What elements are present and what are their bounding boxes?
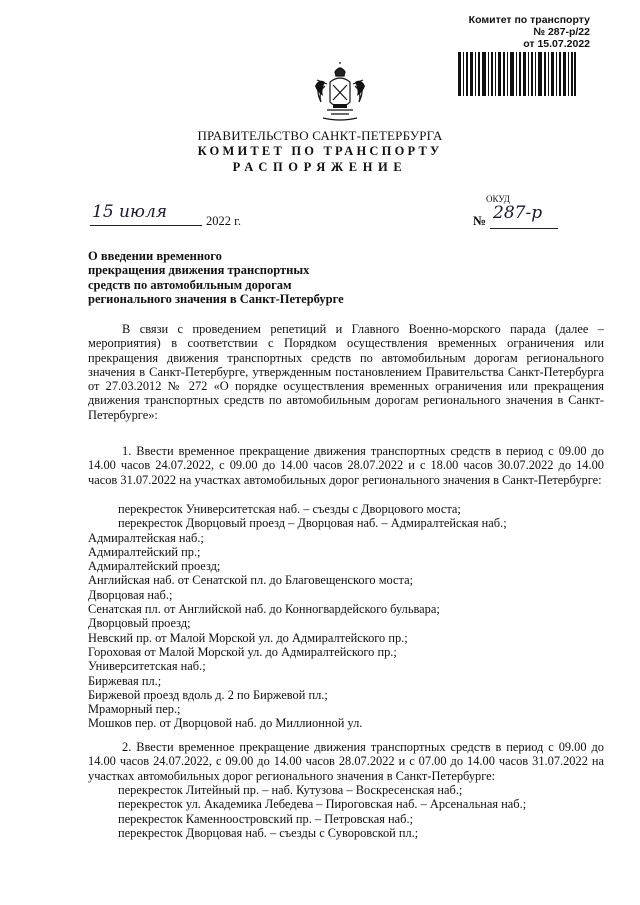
- okud-label: ОКУД: [486, 194, 510, 204]
- title-line: прекращения движения транспортных: [88, 263, 310, 278]
- committee-heading: КОМИТЕТ ПО ТРАНСПОРТУ: [197, 144, 443, 158]
- list-item: перекресток Университетская наб. – съезды с Дворцового моста;: [118, 502, 461, 516]
- list-item: Университетская наб.;: [88, 659, 206, 674]
- handwritten-number: 287-р: [493, 203, 543, 223]
- stamp-line-2: № 287-р/22: [533, 26, 590, 38]
- list-item: перекресток Дворцовый проезд – Дворцовая наб. – Адмиралтейская наб.;: [118, 516, 507, 531]
- list-item: Биржевой проезд вдоль д. 2 по Биржевой пл.;: [88, 687, 328, 702]
- list-item: перекресток Каменноостровский пр. – Петровская наб.;: [118, 811, 414, 826]
- registration-stamp: [440, 14, 590, 50]
- list-item: Адмиралтейская наб.;: [88, 530, 204, 545]
- list-item: перекресток Литейный пр. – наб. Кутузова – Воскресенская наб.;: [118, 783, 463, 797]
- barcode: [458, 52, 576, 96]
- list-item: Биржевая пл.;: [88, 673, 162, 688]
- list-item: Мошков пер. от Дворцовой наб. до Миллионной ул.: [88, 716, 363, 731]
- list-item: Дворцовый проезд;: [88, 616, 191, 631]
- item-2-list: [118, 783, 604, 840]
- list-item: Адмиралтейский проезд;: [88, 559, 221, 574]
- title-line: средств по автомобильным дорогам: [88, 277, 292, 292]
- item-1-list: [88, 502, 604, 731]
- number-sign: №: [473, 213, 487, 228]
- list-item: Дворцовая наб.;: [88, 587, 173, 602]
- item-1-paragraph: 1. Ввести временное прекращение движения транспортных средств в период с 09.00 до 14.00 часов 24.07.2022, с 09.00 до 14.00 часов 28.07.2022 и с 18.00 часов 30.07.2022 до 14.00 часов 31.07.2022 на участках автомобильных дорог регионального значения в Санкт-Петербурге:: [88, 444, 604, 487]
- title-line: регионального значения в Санкт-Петербурге: [88, 292, 344, 307]
- list-item: перекресток ул. Академика Лебедева – Пироговская наб. – Арсенальная наб.;: [118, 797, 527, 812]
- list-item: Невский пр. от Малой Морской ул. до Адмиралтейского пр.;: [88, 630, 408, 645]
- government-heading: ПРАВИТЕЛЬСТВО САНКТ-ПЕТЕРБУРГА: [197, 128, 443, 143]
- handwritten-date: 15 июля: [92, 202, 168, 222]
- list-item: Мраморный пер.;: [88, 702, 181, 717]
- coat-of-arms-emblem: [313, 62, 367, 124]
- title-line: О введении временного: [88, 249, 222, 263]
- list-item: Гороховая от Малой Морской ул. до Адмиралтейского пр.;: [88, 644, 397, 659]
- list-item: Сенатская пл. от Английской наб. до Конногвардейского бульвара;: [88, 602, 440, 617]
- list-item: Адмиралтейский пр.;: [88, 544, 201, 559]
- list-item: перекресток Дворцовая наб. – съезды с Суворовской пл.;: [118, 825, 419, 840]
- document-type-heading: РАСПОРЯЖЕНИЕ: [232, 160, 408, 174]
- preamble-paragraph: В связи с проведением репетиций и Главного Военно-морского парада (далее – мероприятия) в соответствии с Порядком осуществления временных ограничения или прекращения движения транспортных средств по автомобильным дорогам регионального значения в Санкт-Петербурге, утвержденным постановлением Правительства Санкт-Петербурга от 27.03.2012 № 272 «О порядке осуществления временных ограничения или прекращения движения транспортных средств по автомобильным дорогам регионального значения в Санкт-Петербурге»:: [88, 322, 604, 422]
- stamp-line-1: Комитет по транспорту: [468, 14, 590, 26]
- stamp-line-3: от 15.07.2022: [523, 38, 590, 50]
- list-item: Английская наб. от Сенатской пл. до Благовещенского моста;: [88, 573, 414, 588]
- item-2-paragraph: 2. Ввести временное прекращение движения транспортных средств в период с 09.00 до 14.00 часов 24.07.2022, с 09.00 до 14.00 часов 28.07.2022 и с 07.00 до 14.00 часов 31.07.2022 на участках автомобильных дорог регионального значения в Санкт-Петербурге:: [88, 740, 604, 783]
- document-title: [88, 249, 344, 307]
- date-year: 2022 г.: [206, 214, 241, 228]
